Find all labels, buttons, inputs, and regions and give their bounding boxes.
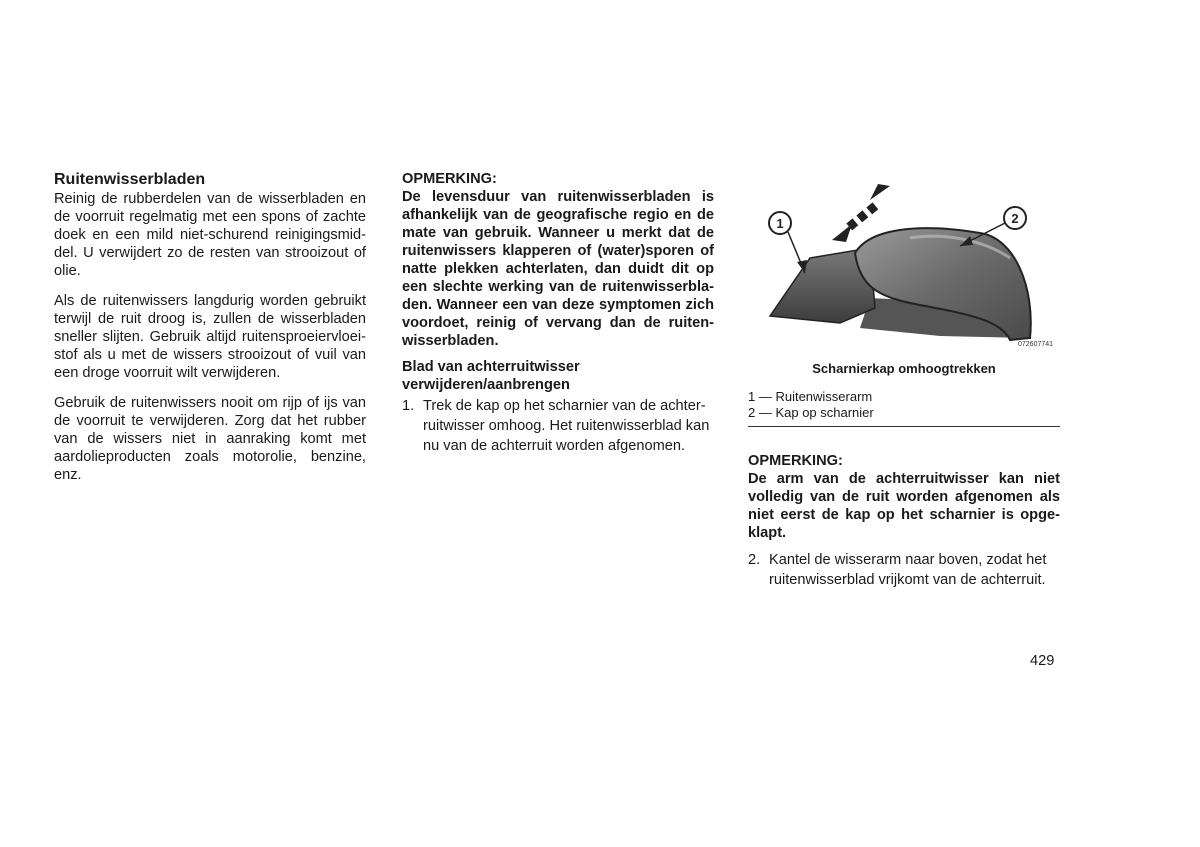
column-left xyxy=(54,170,366,496)
note-heading: OPMERKING: xyxy=(402,171,497,187)
list-item xyxy=(748,550,1060,590)
column-right xyxy=(748,452,1060,590)
callout-1: 1 xyxy=(776,216,784,231)
step-number: 1. xyxy=(402,398,415,414)
figure-legend xyxy=(748,389,1060,421)
figure-code: 072607741 xyxy=(1018,341,1054,348)
step-text: Kantel de wisserarm naar boven, zodat het ruitenwisserblad vrijkomt van de achterruit. xyxy=(769,552,1047,588)
note-body: De levensduur van ruitenwisserbladen is afhankelijk van de geografische regio en de mate van gebruik. Wanneer u merkt dat de ruitenwissers klapperen of (water)sporen of natte plekken achterlaten, dan duidt dit op een slechte werking van de ruitenwisserbla-den. Wanneer een van deze symptomen zich voordoet, reinig of vervang dan de ruiten-wisserbladen. xyxy=(402,189,714,349)
step-text: Trek de kap op het scharnier van de achter-ruitwisser omhoog. Het ruitenwisserblad kan nu van de achterruit worden afgenomen. xyxy=(423,398,710,454)
section-title: Ruitenwisserbladen xyxy=(54,171,206,188)
paragraph-cleaning: Reinig de rubberdelen van de wisserbladen en de voorruit regelmatig met een spons of zachte doek en een mild niet-schurend reinigingsmid-del. U verwijdert zo de resten van strooizout of olie. xyxy=(54,191,366,279)
subsection-heading: Blad van achterruitwisser verwijderen/aanbrengen xyxy=(402,359,580,393)
legend-item: 2 — Kap op scharnier xyxy=(748,405,874,420)
paragraph-ice: Gebruik de ruitenwissers nooit om rijp of ijs van de voorruit te verwijderen. Zorg dat het rubber van de wissers niet in aanraking komt met aardolieproducten zoals motorolie, benzine, enz. xyxy=(54,395,366,483)
wiper-arm-illustration xyxy=(760,178,1060,353)
step-number: 2. xyxy=(748,552,761,568)
divider xyxy=(748,426,1060,427)
figure-caption: Scharnierkap omhoogtrekken xyxy=(812,361,996,376)
callout-2: 2 xyxy=(1011,211,1019,226)
note-body: De arm van de achterruitwisser kan niet volledig van de ruit worden afgenomen als niet eerst de kap op het scharnier is opge-klapt. xyxy=(748,471,1060,541)
paragraph-wear: Als de ruitenwissers langdurig worden gebruikt terwijl de ruit droog is, zullen de wisserbladen sneller slijten. Gebruik altijd ruitensproeiervloei-stof als u met de wissers strooizout of vuil van een droge voorruit wilt verwijderen. xyxy=(54,293,366,381)
legend-item: 1 — Ruitenwisserarm xyxy=(748,389,873,404)
wiper-hinge-figure xyxy=(760,178,1060,353)
note-heading: OPMERKING: xyxy=(748,453,843,469)
list-item xyxy=(402,396,714,456)
page-number: 429 xyxy=(1030,653,1055,669)
column-middle xyxy=(402,170,714,456)
steps-list xyxy=(748,550,1060,590)
steps-list xyxy=(402,396,714,456)
